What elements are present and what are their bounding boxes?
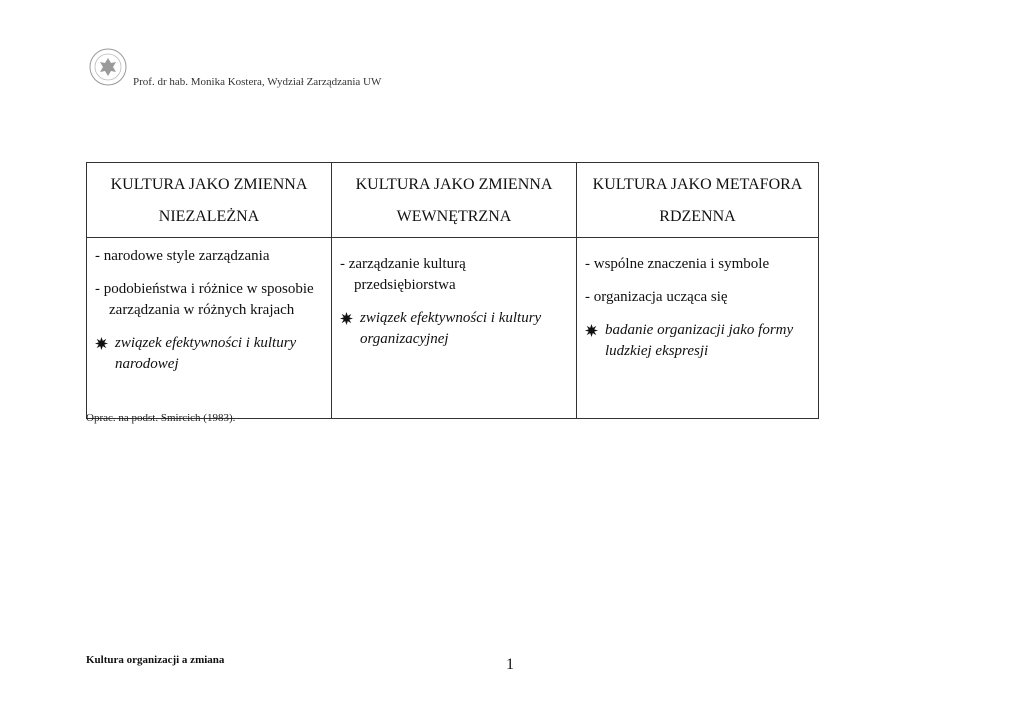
burst-bullet-icon: [585, 324, 598, 337]
body-cell-metaphor: [577, 238, 819, 419]
university-seal-icon: [88, 47, 128, 87]
page-number: 1: [506, 656, 514, 673]
emphasis-text: związek efektywności i kultury organizacyjnej: [360, 310, 542, 347]
body-cell-independent: [87, 238, 332, 419]
list-item: - podobieństwa i różnice w sposobie zarządzania w różnych krajach: [95, 281, 314, 318]
header-line: KULTURA JAKO ZMIENNA: [355, 176, 553, 193]
list-item: - wspólne znaczenia i symbole: [585, 256, 770, 272]
culture-comparison-table: [86, 162, 819, 419]
header-line: KULTURA JAKO ZMIENNA: [110, 176, 308, 193]
body-cell-internal: [332, 238, 577, 419]
emphasis-item: [95, 333, 323, 375]
burst-bullet-icon: [95, 337, 108, 350]
header-cell-metaphor: [577, 163, 819, 238]
list-item: - organizacja ucząca się: [585, 289, 728, 305]
burst-bullet-icon: [340, 312, 353, 325]
header-cell-internal: [332, 163, 577, 238]
author-header: Prof. dr hab. Monika Kostera, Wydział Zarządzania UW: [133, 76, 382, 88]
emphasis-text: związek efektywności i kultury narodowej: [115, 335, 297, 372]
header-line: NIEZALEŻNA: [158, 208, 260, 225]
list-item: - narodowe style zarządzania: [95, 248, 270, 264]
footer-title: Kultura organizacji a zmiana: [86, 654, 225, 666]
list-item: - zarządzanie kulturą przedsiębiorstwa: [340, 256, 466, 293]
emphasis-item: [340, 308, 568, 350]
header-line: KULTURA JAKO METAFORA: [592, 176, 803, 193]
source-note: Oprac. na podst. Smircich (1983).: [86, 412, 236, 424]
emphasis-text: badanie organizacji jako formy ludzkiej ekspresji: [605, 322, 794, 359]
header-cell-independent: [87, 163, 332, 238]
emphasis-item: [585, 320, 810, 362]
header-line: RDZENNA: [659, 208, 736, 225]
header-line: WEWNĘTRZNA: [396, 208, 512, 225]
